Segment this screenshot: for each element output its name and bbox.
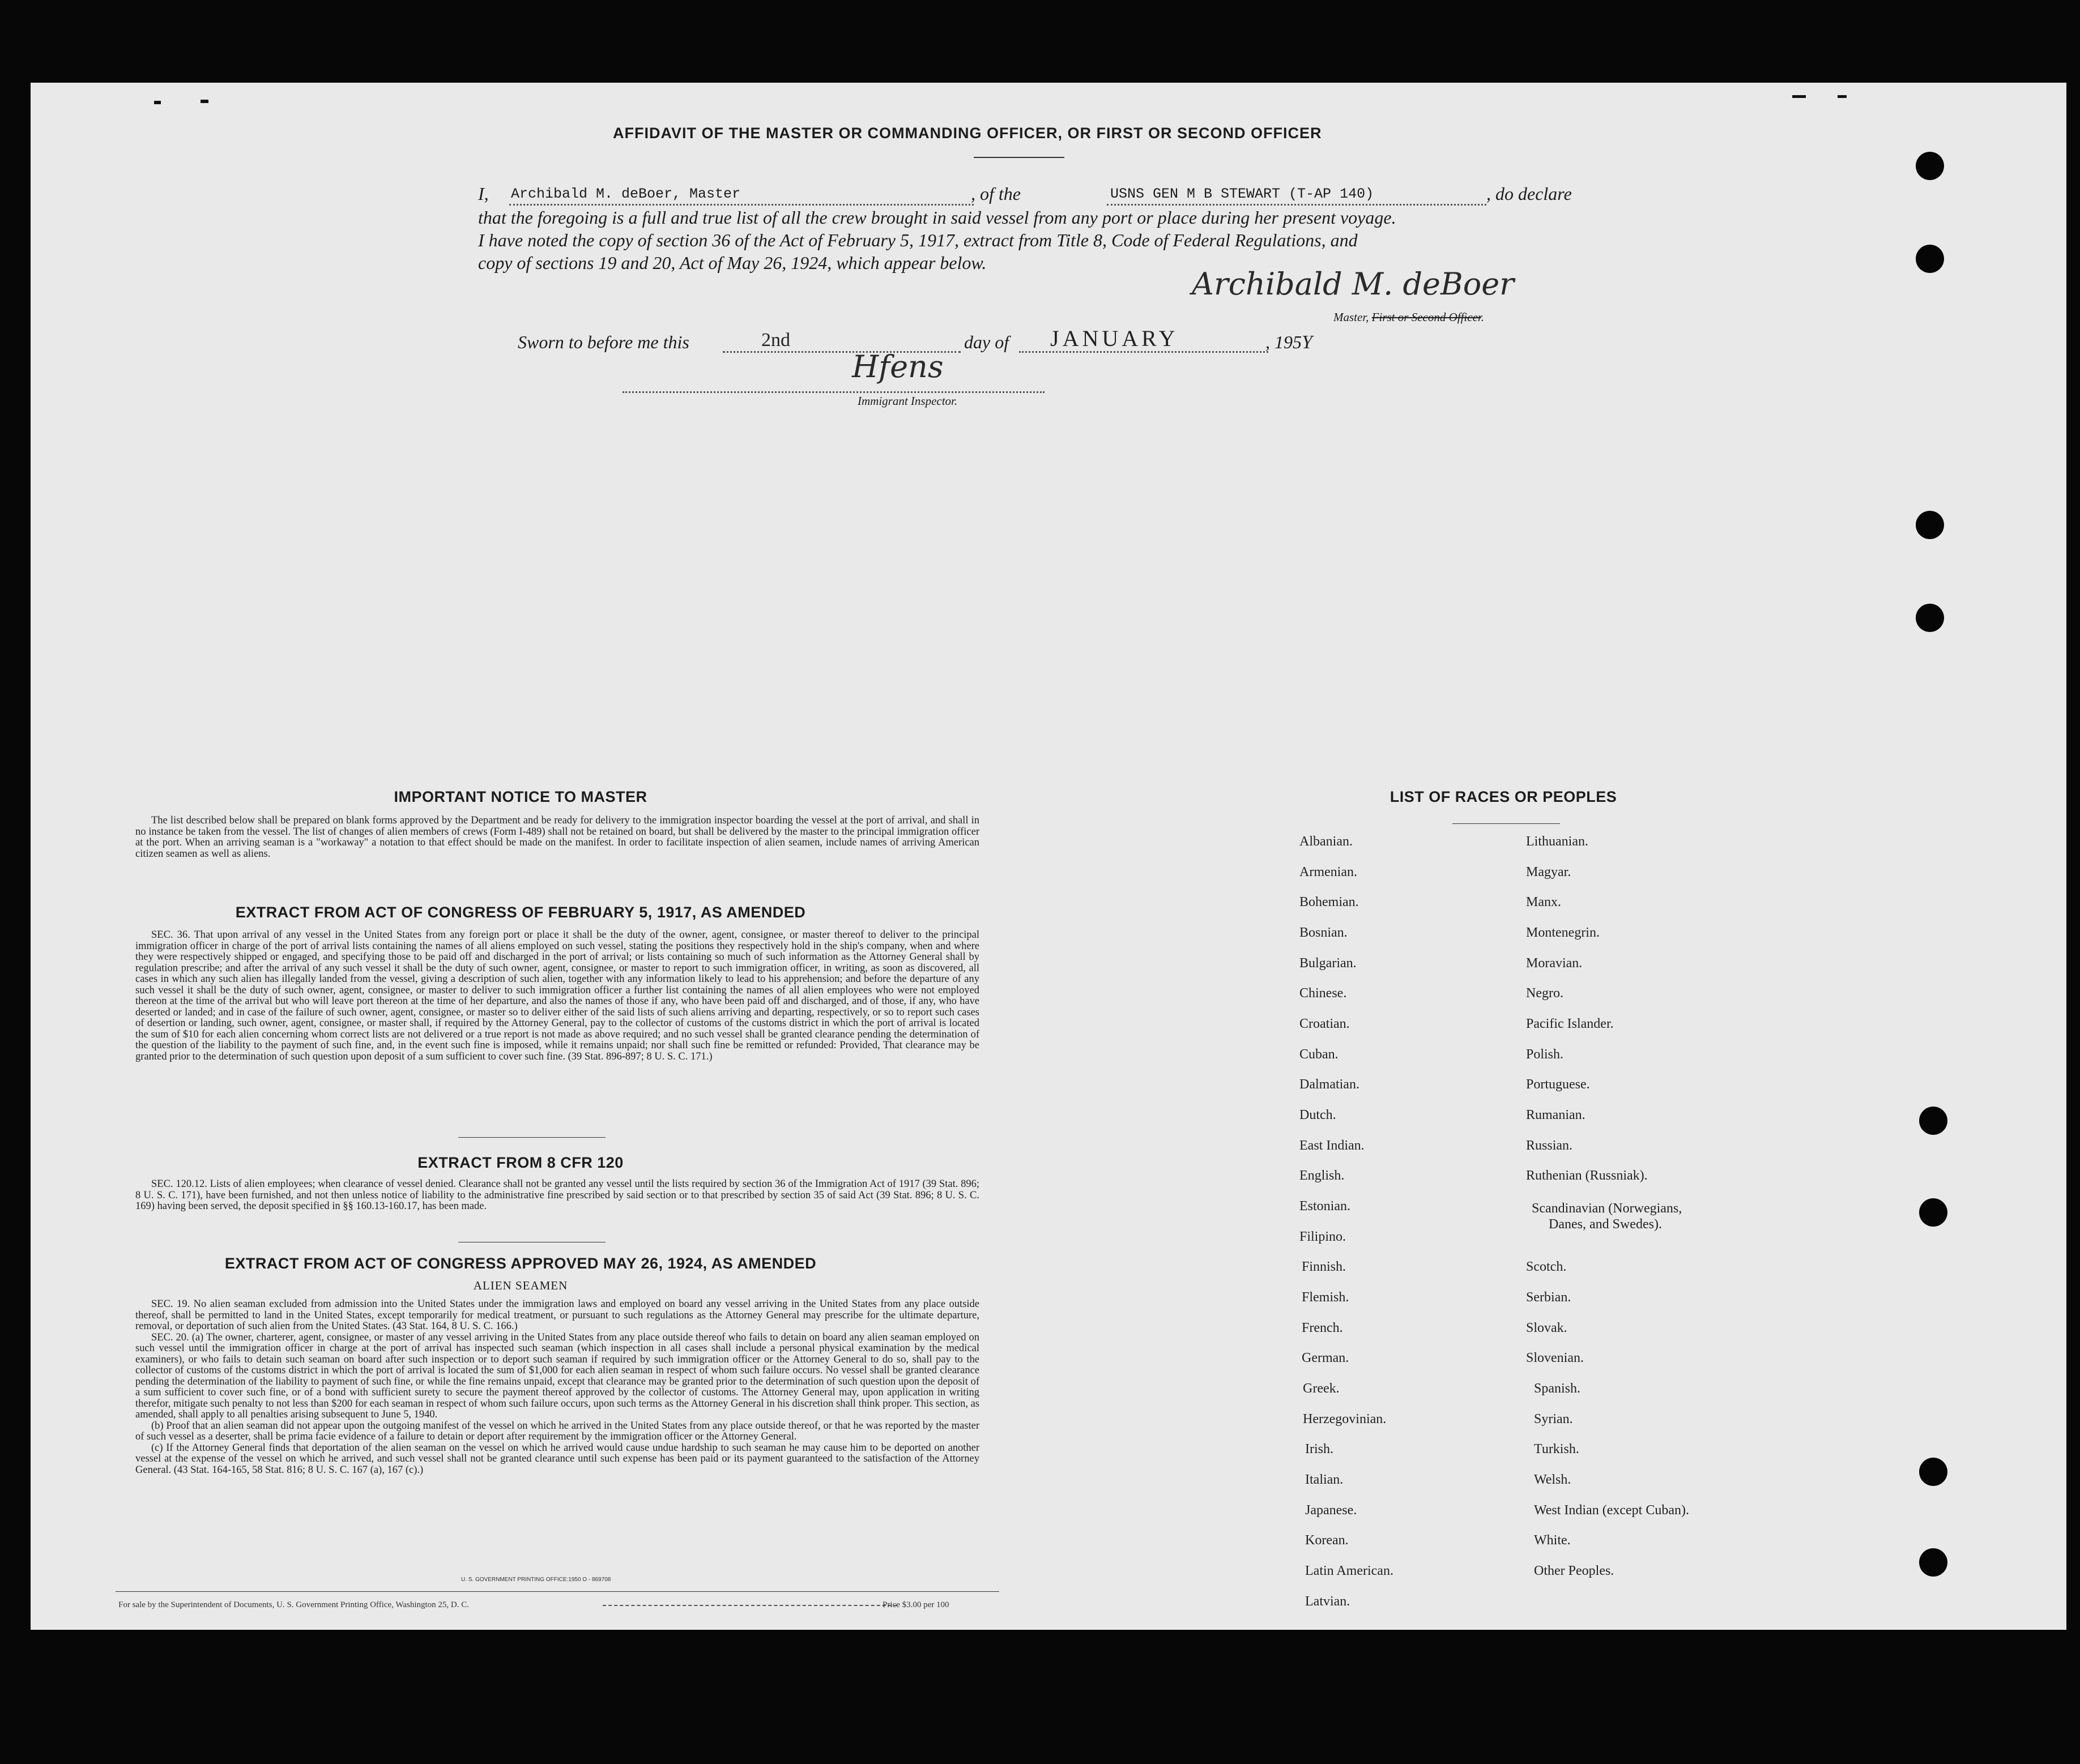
race-item: Pacific Islander. — [1526, 1016, 1614, 1031]
extract-cfr-block — [135, 1179, 979, 1212]
race-item: Montenegrin. — [1526, 925, 1600, 940]
notice-text: The list described below shall be prepared on blank forms approved by the Department and be ready for delivery to the immigration inspector boarding the vessel at the port of arrival, and shall in no instance be taken from the vessel. The list of changes of alien members of crews (Form I-489) shall not be retained on board, but shall be delivered by the master to the principal immigration officer at the port. When an arriving seaman is a "workaway" a notation to that effect should be made on the manifest. In order to facilitate inspection of alien seamen, include names of arriving American citizen seamen as well as aliens. — [135, 815, 979, 860]
affidavit-title: AFFIDAVIT OF THE MASTER OR COMMANDING OFFICER, OR FIRST OR SECOND OFFICER — [613, 125, 1322, 142]
race-item: Irish. — [1305, 1442, 1333, 1457]
form-page — [31, 83, 2066, 1630]
decl-do-declare: , do declare — [1486, 183, 1572, 204]
race-item: Bohemian. — [1299, 895, 1359, 909]
race-item: Moravian. — [1526, 956, 1583, 971]
punch-hole — [1916, 152, 1944, 180]
punch-hole — [1916, 604, 1944, 632]
punch-hole — [1919, 1107, 1947, 1135]
race-item: Other Peoples. — [1534, 1564, 1614, 1578]
extract-cfr-title: EXTRACT FROM 8 CFR 120 — [417, 1154, 624, 1171]
corner-mark-left — [154, 101, 161, 104]
inspector-line — [623, 391, 1045, 393]
race-item: Greek. — [1303, 1381, 1340, 1396]
race-item: Bulgarian. — [1299, 956, 1357, 971]
race-item: Korean. — [1305, 1533, 1349, 1548]
extract-1924-subtitle: ALIEN SEAMEN — [473, 1279, 568, 1292]
race-item: Dutch. — [1299, 1108, 1336, 1122]
corner-mark-right — [1792, 95, 1806, 98]
extract-1917-block — [135, 930, 979, 1062]
decl-line-3: I have noted the copy of section 36 of the Act of February 5, 1917, extract from Title 8, Code of Federal Regulations, and — [478, 230, 1358, 250]
corner-mark-right-2 — [1838, 95, 1847, 98]
notice-block — [135, 815, 979, 860]
sec-20c-text: (c) If the Attorney General finds that deportation of the alien seaman on the vessel on which he arrived would cause undue hardship to such seaman he may cause him to be deported on another vessel at the expense of the vessel on which he arrived, and such vessel shall not be granted clearance until such expense has been paid or its payment guaranteed to the satisfaction of the Attorney General. (43 Stat. 164-165, 58 Stat. 816; 8 U. S. C. 167 (a), 167 (c).) — [135, 1442, 979, 1476]
title-rule — [974, 157, 1064, 158]
race-item: Japanese. — [1305, 1503, 1357, 1518]
punch-hole — [1919, 1548, 1947, 1577]
race-item: Dalmatian. — [1299, 1077, 1359, 1092]
divider-1 — [458, 1137, 606, 1138]
race-item: French. — [1302, 1321, 1343, 1335]
race-item: Armenian. — [1299, 865, 1357, 879]
year-prefix: , 195 — [1265, 332, 1302, 352]
year-label — [1265, 332, 1312, 353]
races-title-rule — [1452, 823, 1560, 824]
race-item: Bosnian. — [1299, 925, 1348, 940]
extract-1924-block — [135, 1299, 979, 1476]
year-digit: Y — [1302, 332, 1312, 353]
extract-1917-title: EXTRACT FROM ACT OF CONGRESS OF FEBRUARY 5, 1917, AS AMENDED — [235, 904, 806, 921]
race-item: Flemish. — [1302, 1290, 1349, 1305]
race-item: Negro. — [1526, 986, 1563, 1001]
extract-1924-title: EXTRACT FROM ACT OF CONGRESS APPROVED MAY 26, 1924, AS AMENDED — [224, 1255, 817, 1272]
race-item: West Indian (except Cuban). — [1534, 1503, 1689, 1518]
race-item: Welsh. — [1534, 1472, 1571, 1487]
race-item: Latvian. — [1305, 1594, 1350, 1609]
master-label-end: . — [1481, 310, 1484, 324]
race-item: Latin American. — [1305, 1564, 1393, 1578]
decl-line-4: copy of sections 19 and 20, Act of May 26, 1924, which appear below. — [478, 253, 987, 273]
race-item: Finnish. — [1302, 1259, 1346, 1274]
sec-20b-text: (b) Proof that an alien seaman did not appear upon the outgoing manifest of the vessel on which he arrived in the United States from any place outside thereof, or that he was reported by the master of such vessel as a deserter, shall be prima facie evidence of a failure to detain or deport after requirement by the immigration officer or the Attorney General. — [135, 1420, 979, 1442]
punch-hole — [1919, 1198, 1947, 1227]
extract-1917-text: SEC. 36. That upon arrival of any vessel in the United States from any foreign port or place it shall be the duty of the owner, agent, consignee, or master thereof to deliver to the principal immigration officer in charge of the port of arrival lists containing the names of all aliens employed on such vessel, stating the positions they respectively hold in the ship's company, when and where they were respectively shipped or engaged, and specifying those to be paid off and discharged in the port of arrival; or lists containing so much of such information as the Attorney General shall by regulation prescribe; and after the arrival of any such vessel it shall be the duty of such owner, agent, consignee, or master to report to such immigration officer, in writing, as soon as discovered, all cases in which any such alien has illegally landed from the vessel, giving a description of such alien, together with any information likely to lead to his apprehension; and before the departure of any such vessel it shall be the duty of such owner, agent, consignee, or master to deliver to such immigration officer a further list containing the names of all alien employees who were not employed thereon at the time of the arrival but who will leave port thereon at the time of her departure, and also the names of those if any, who have been paid off and discharged, and of those, if any, who have deserted or landed; and in case of the failure of such owner, agent, consignee, or master so to deliver either of the said lists of such aliens arriving and departing, respectively, or so to report such cases of desertion or landing, such owner, agent, consignee, or master shall, if required by the Attorney General, pay to the collector of customs of the customs district in which the port of arrival is located the sum of $10 for each alien concerning whom correct lists are not delivered or a true report is not made as above required; and no such vessel shall be granted clearance pending the determination of the question of the liability to the payment of such fine, and, in the event such fine is imposed, while it remains unpaid; nor shall such fine be remitted or refunded: Provided, That clearance may be granted prior to the determination of such question upon deposit of a sum sufficient to cover such fine. (39 Stat. 896-897; 8 U. S. C. 171.) — [135, 929, 979, 1062]
race-item: Danes, and Swedes). — [1549, 1217, 1662, 1232]
footer-rule — [116, 1591, 999, 1592]
sec-20a-text: SEC. 20. (a) The owner, charterer, agent, consignee, or master of any vessel arriving in the United States from any place outside thereof who fails to detain on board any alien seaman employed on such vessel until the immigration officer in charge at the port of arrival has inspected such seaman (which inspection in all cases shall include a personal physical examination by the medical examiners), or who fails to detain such seaman on board after such inspection or to deport such seaman if required by such immigration officer or the Attorney General to do so, shall pay to the collector of customs of the customs district in which the port of arrival is located the sum of $1,000 for each alien seaman in respect of whom such failure occurs. No vessel shall be granted clearance pending the determination of the liability to payment of such fine, or while the fine remains unpaid, except that clearance may be granted prior to the determination of such question upon the deposit of a sum sufficient to cover such fine, or of a bond with sufficient surety to secure the payment thereof approved by the collector of customs. The Attorney General may, upon application in writing therefor, mitigate such penalty to not less than $200 for each seaman in respect of whom such failure occurs, upon such terms as the Attorney General in his discretion shall think proper. This section, as amended, shall apply to all penalties arising subsequent to June 5, 1940. — [135, 1331, 979, 1420]
notice-title: IMPORTANT NOTICE TO MASTER — [394, 788, 647, 805]
footer-right: Price $3.00 per 100 — [883, 1600, 949, 1609]
corner-mark-left-2 — [201, 100, 208, 103]
race-item: Croatian. — [1299, 1016, 1350, 1031]
vessel-line — [1107, 204, 1486, 206]
footer-left: For sale by the Superintendent of Documents, U. S. Government Printing Office, Washington 25, D. C. — [118, 1600, 469, 1609]
race-item: Herzegovinian. — [1303, 1412, 1387, 1426]
master-name: Archibald M. deBoer, Master — [511, 186, 741, 202]
race-item: Slovenian. — [1526, 1351, 1584, 1365]
race-item: Cuban. — [1299, 1047, 1339, 1062]
race-item: Scandinavian (Norwegians, — [1532, 1201, 1682, 1216]
race-item: German. — [1302, 1351, 1349, 1365]
race-item: Slovak. — [1526, 1321, 1567, 1335]
race-item: English. — [1299, 1168, 1345, 1183]
day-of-label: day of — [964, 332, 1009, 352]
sworn-month: JANUARY — [1050, 326, 1179, 351]
race-item: Chinese. — [1299, 986, 1347, 1001]
master-signature: Archibald M. deBoer — [1192, 266, 1514, 302]
inspector-label: Immigrant Inspector. — [858, 394, 958, 408]
inspector-signature: Hfens — [852, 349, 944, 385]
sec-19-text: SEC. 19. No alien seaman excluded from admission into the United States under the immigration laws and employed on board any vessel arriving in the United States from any place outside thereof, shall be permitted to land in the United States, except temporarily for medical treatment, or pursuant to such regulations as the Attorney General may prescribe for the ultimate departure, removal, or deportation of such alien from the United States. (43 Stat. 164, 8 U. S. C. 166.) — [135, 1299, 979, 1332]
decl-i: I, — [478, 183, 489, 204]
race-item: White. — [1534, 1533, 1571, 1548]
punch-hole — [1916, 245, 1944, 273]
race-item: Serbian. — [1526, 1290, 1571, 1305]
race-item: Magyar. — [1526, 865, 1571, 879]
master-label: Master, — [1333, 310, 1369, 324]
decl-of-the: , of the — [971, 183, 1021, 204]
race-item: Filipino. — [1299, 1229, 1346, 1244]
race-item: East Indian. — [1299, 1138, 1365, 1153]
race-item: Polish. — [1526, 1047, 1564, 1062]
vessel-name: USNS GEN M B STEWART (T-AP 140) — [1110, 186, 1374, 202]
sworn-day: 2nd — [761, 330, 790, 351]
sworn-month-line — [1019, 351, 1268, 353]
race-item: Rumanian. — [1526, 1108, 1585, 1122]
race-item: Italian. — [1305, 1472, 1344, 1487]
decl-line-2: that the foregoing is a full and true list of all the crew brought in said vessel from any port or place during her present voyage. — [478, 207, 1396, 228]
master-title-label — [1333, 310, 1484, 324]
race-item: Portuguese. — [1526, 1077, 1590, 1092]
master-name-line — [509, 204, 974, 206]
printing-office-note: U. S. GOVERNMENT PRINTING OFFICE:1950 O - 869708 — [461, 1577, 611, 1583]
race-item: Lithuanian. — [1526, 834, 1588, 849]
race-item: Syrian. — [1534, 1412, 1573, 1426]
race-item: Scotch. — [1526, 1259, 1567, 1274]
races-title: LIST OF RACES OR PEOPLES — [1389, 788, 1617, 805]
footer-dash-leader — [603, 1605, 897, 1606]
race-item: Estonian. — [1299, 1199, 1350, 1214]
race-item: Ruthenian (Russniak). — [1526, 1168, 1648, 1183]
punch-hole — [1919, 1458, 1947, 1486]
race-item: Albanian. — [1299, 834, 1353, 849]
race-item: Turkish. — [1534, 1442, 1579, 1457]
race-item: Manx. — [1526, 895, 1561, 909]
punch-hole — [1916, 511, 1944, 539]
race-item: Spanish. — [1534, 1381, 1581, 1396]
race-item: Russian. — [1526, 1138, 1573, 1153]
struck-officer-label: First or Second Officer — [1371, 310, 1481, 324]
extract-cfr-text: SEC. 120.12. Lists of alien employees; when clearance of vessel denied. Clearance shall not be granted any vessel until the lists required by section 36 of the Immigration Act of 1917 (39 Stat. 896; 8 U. S. C. 171), have been furnished, and not then unless notice of liability to the administrative fine prescribed by said section or to that prescribed by section 35 of said Act (39 Stat. 896; 8 U. S. C. 169) having been served, the deposit specified in §§ 160.13-160.17, has been made. — [135, 1178, 979, 1212]
sworn-label: Sworn to before me this — [518, 332, 689, 352]
